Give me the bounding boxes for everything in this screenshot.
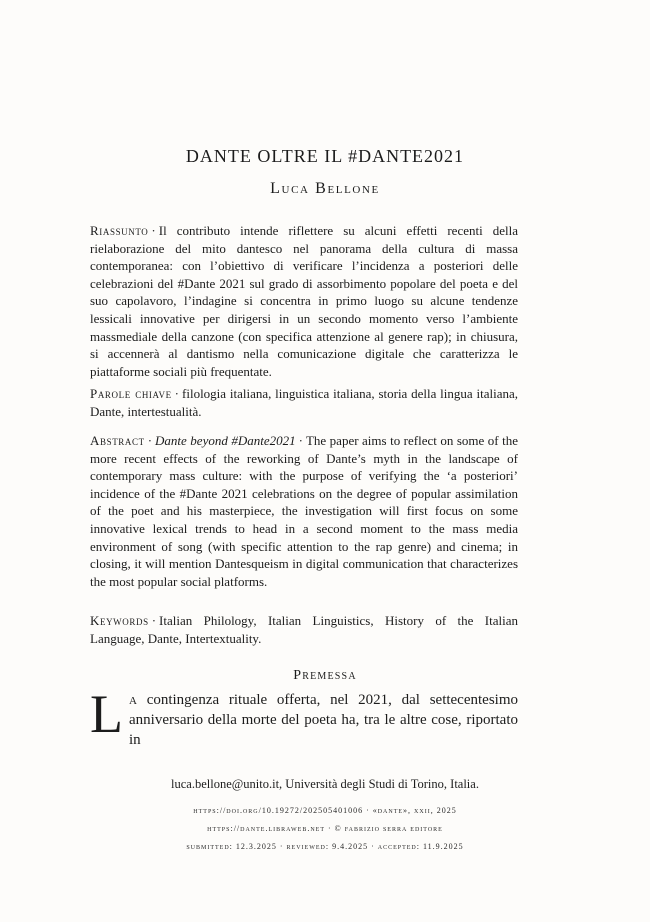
abstract-label: Abstract: [90, 433, 145, 448]
doi-line: https://doi.org/10.19272/202505401006 · «dante», xxii, 2025: [193, 806, 457, 815]
riassunto-separator: ·: [151, 223, 156, 238]
keywords-label: Keywords: [90, 613, 149, 628]
abstract-subtitle: Dante beyond #Dante2021: [155, 433, 296, 448]
abstract-text: The paper aims to reflect on some of the more recent effects of the reworking of Dante’s myth in the landscape of contemporary mass culture: with the purpose of verifying the ‘a posteriori’ incidence of the #Dante 2021 celebrations on the degree of popular assimilation of the poet and his masterpiece, the investigation will first focus on some innovative lexical trends to head in a second moment to the mass media environment of song (with specific attention to the rap genre) and cinema; in closing, it will mention Dantesqueism in digital communication that characterizes the most popular social platforms.: [90, 433, 518, 589]
publisher-line: https://dante.libraweb.net · © fabrizio serra editore: [207, 824, 443, 833]
section-heading: Premessa: [293, 668, 357, 683]
intro-body: contingenza rituale offerta, nel 2021, dal settecentesimo anniversario della morte del poeta ha, tra le altre cose, riportato in: [129, 692, 518, 748]
abstract-block: [90, 432, 518, 590]
abstract-separator: ·: [147, 433, 153, 448]
riassunto-block: [90, 222, 518, 380]
author-name: Luca Bellone: [270, 180, 380, 197]
drop-cap: L: [90, 684, 123, 744]
drop-cap-rest: a: [129, 692, 137, 708]
article-title: DANTE OLTRE IL #DANTE2021: [185, 146, 465, 166]
parole-chiave-label: Parole chiave: [90, 386, 172, 401]
intro-paragraph: [90, 684, 518, 750]
dates-line: submitted: 12.3.2025 · reviewed: 9.4.2025 · accepted: 11.9.2025: [186, 842, 464, 851]
keywords-block: [90, 612, 518, 647]
riassunto-label: Riassunto: [90, 223, 149, 238]
intro-text: [90, 684, 518, 750]
riassunto-text: Il contributo intende riflettere su alcuni effetti recenti della rielaborazione del mito dantesco nel panorama della cultura di massa contemporanea: con l’obiettivo di verificare l’incidenza a posteriori delle celebrazioni del #Dante 2021 sul grado di assorbimento popolare del poeta e del suo capolavoro, l’indagine si concentra in primo luogo su alcune tendenze lessicali innovative per dirigersi in un secondo momento verso l’ambiente massmediale della canzone (con specifica attenzione al genere rap); in chiusura, si accennerà al dantismo nella comunicazione digitale che caratterizza le piattaforme sociali più frequentate.: [90, 223, 518, 379]
author-footnote: luca.bellone@unito.it, Università degli Studi di Torino, Italia.: [171, 777, 479, 791]
parole-chiave-text: filologia italiana, linguistica italiana, storia della lingua italiana, Dante, intertestualità.: [90, 386, 518, 419]
keywords-text: Italian Philology, Italian Linguistics, History of the Italian Language, Dante, Intertextuality.: [90, 613, 518, 646]
abstract-separator-2: ·: [298, 433, 303, 448]
parole-chiave-block: [90, 385, 518, 420]
parole-chiave-separator: ·: [174, 386, 180, 401]
keywords-separator: ·: [151, 613, 157, 628]
